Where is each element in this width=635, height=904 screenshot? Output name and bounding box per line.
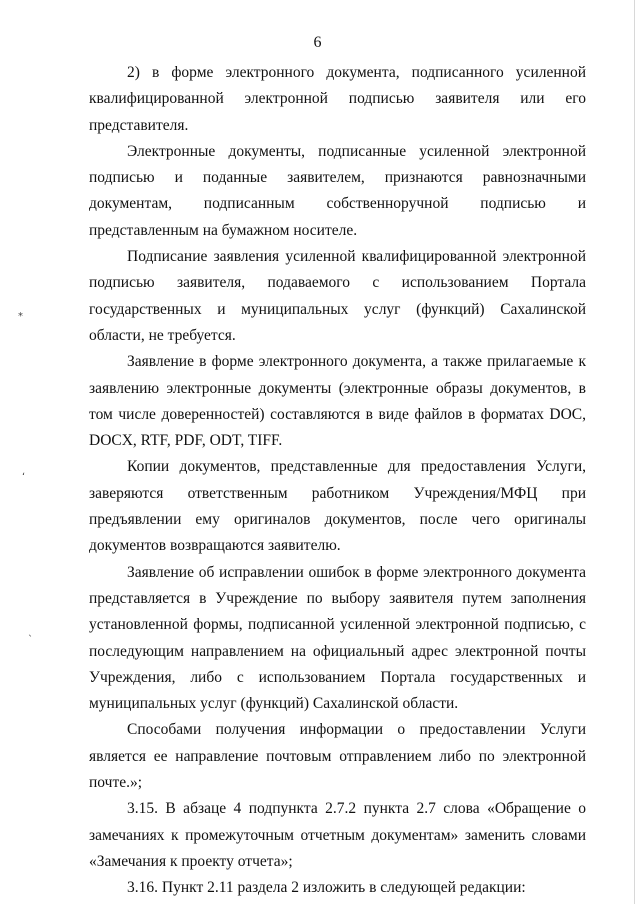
scan-mark-icon: ˎ <box>28 626 33 637</box>
paragraph-document-copies: Копии документов, представленные для предоставления Услуги, заверяются ответственным работником Учреждения/МФЦ при предъявлении ему оригиналов документов, после чего оригиналы документов возвращаются заявителю. <box>89 458 586 555</box>
page-number: 6 <box>313 34 322 51</box>
paragraph-signature-not-required: Подписание заявления усиленной квалифицированной электронной подписью заявителя, подаваемого с использованием Портала государственных и муниципальных услуг (функций) Сахалинской области, не требуется. <box>89 248 586 344</box>
paragraph-file-formats: Заявление в форме электронного документа, а также прилагаемые к заявлению электронные документы (электронные образы документов, в том числе доверенностей) составляются в виде файлов в форматах DOC, DOCX, RTF, PDF, ODT, TIFF. <box>89 353 586 450</box>
paragraph-item-3-15: 3.15. В абзаце 4 подпункта 2.7.2 пункта 2.7 слова «Обращение о замечаниях к промежуточным отчетным документам» заменить словами «Замечания к проекту отчета»; <box>89 800 586 870</box>
paragraph-electronic-document-form: 2) в форме электронного документа, подписанного усиленной квалифицированной электронной подписью заявителя или его представителя. <box>89 64 586 134</box>
paragraph-item-3-16: 3.16. Пункт 2.11 раздела 2 изложить в следующей редакции: <box>127 879 526 897</box>
paragraph-electronic-documents-equivalence: Электронные документы, подписанные усиленной электронной подписью и поданные заявителем, признаются равнозначными документам, подписанным собственноручной подписью и представленным на бумажном носителе. <box>89 142 586 239</box>
paragraph-error-correction: Заявление об исправлении ошибок в форме электронного документа представляется в Учреждение по выбору заявителя путем заполнения установленной формы, подписанной усиленной электронной подписью, с последующим направлением на официальный адрес электронной почты Учреждения, либо с использованием Портала государственных и муниципальных услуг (функций) Сахалинской области. <box>89 563 586 713</box>
scan-mark-icon: ⁎ <box>18 308 23 319</box>
document-body <box>89 60 586 902</box>
paragraph-information-methods: Способами получения информации о предоставлении Услуги является ее направление почтовым отправлением либо по электронной почте.»; <box>89 721 586 792</box>
scan-mark-icon: ʻ <box>22 472 26 483</box>
